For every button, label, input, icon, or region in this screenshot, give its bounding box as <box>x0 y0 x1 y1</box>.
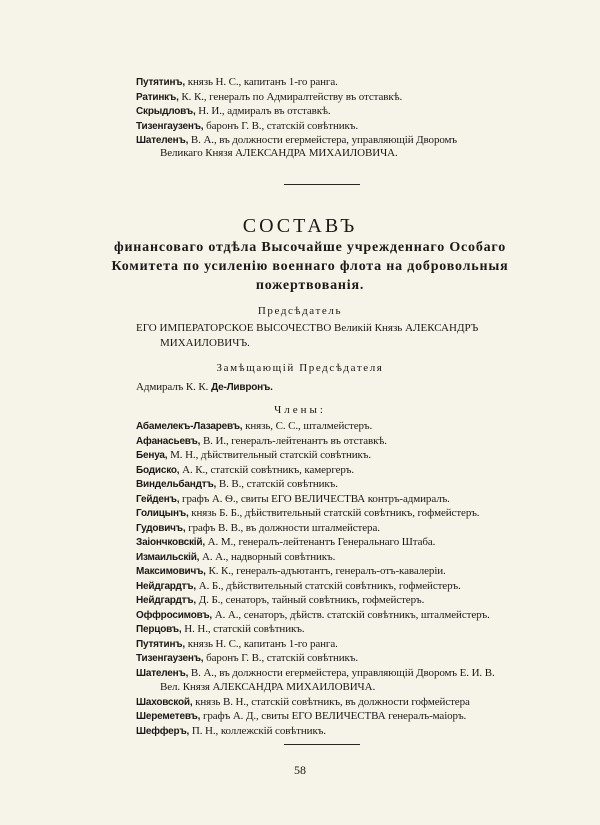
member-entry: Голицынъ, князь Б. Б., дѣйствительный статскій совѣтникъ, гофмейстеръ. <box>136 507 480 519</box>
member-entry: Нейдгардтъ, А. Б., дѣйствительный статскій совѣтникъ, гофмейстеръ. <box>136 580 461 592</box>
top-list-item-continuation: Великаго Князя АЛЕКСАНДРА МИХАИЛОВИЧА. <box>160 147 398 159</box>
member-entry: Измаильскій, А. А., надворный совѣтникъ. <box>136 551 336 563</box>
member-entry: Максимовичъ, К. К., генералъ-адъютантъ, генералъ-отъ-кавалеріи. <box>136 565 446 577</box>
member-entry: Шателенъ, В. А., въ должности егермейстера, управляющій Дворомъ Е. И. В. <box>136 667 495 679</box>
member-entry: Афанасьевъ, В. И., генералъ-лейтенантъ въ отставкѣ. <box>136 435 387 447</box>
member-entry: Гейденъ, графъ А. Ѳ., свиты ЕГО ВЕЛИЧЕСТВА контръ-адмиралъ. <box>136 493 450 505</box>
member-entry: Абамелекъ-Лазаревъ, князь, С. С., шталмейстеръ. <box>136 420 373 432</box>
member-entry: Виндельбандтъ, В. В., статскій совѣтникъ. <box>136 478 338 490</box>
top-list-item: Скрыдловъ, Н. И., адмиралъ въ отставкѣ. <box>136 105 331 117</box>
document-title: СОСТАВЪ <box>242 215 358 237</box>
member-entry: Перцовъ, Н. Н., статскій совѣтникъ. <box>136 623 305 635</box>
chairman-name-line2: МИХАИЛОВИЧЪ. <box>160 337 250 349</box>
member-entry: Заіончковскій, А. М., генералъ-лейтенантъ Генеральнаго Штаба. <box>136 536 436 548</box>
member-entry: Шефферъ, П. Н., коллежскій совѣтникъ. <box>136 725 326 737</box>
chairman-heading: Предсѣдатель <box>257 305 343 317</box>
members-heading: Члены: <box>274 404 326 416</box>
page-number: 58 <box>294 763 306 777</box>
deputy-heading: Замѣщающій Предсѣдателя <box>216 362 384 374</box>
top-list-item: Тизенгаузенъ, баронъ Г. В., статскій совѣтникъ. <box>136 120 359 132</box>
member-entry: Шаховской, князь В. Н., статскій совѣтникъ, въ должности гофмейстера <box>136 696 470 708</box>
top-list-item: Ратинкъ, К. К., генералъ по Адмиралтейству въ отставкѣ. <box>136 91 403 103</box>
member-entry: Гудовичъ, графъ В. В., въ должности шталмейстера. <box>136 522 380 534</box>
top-list-item: Путятинъ, князь Н. С., капитанъ 1-го ранга. <box>136 76 338 88</box>
member-entry: Бенуа, М. Н., дѣйствительный статскій совѣтникъ. <box>136 449 372 461</box>
member-entry-continuation: Вел. Князя АЛЕКСАНДРА МИХАИЛОВИЧА. <box>160 681 376 693</box>
member-entry: Бодиско, А. К., статскій совѣтникъ, камергеръ. <box>136 464 355 476</box>
member-entry: Путятинъ, князь Н. С., капитанъ 1-го ранга. <box>136 638 338 650</box>
member-entry: Шереметевъ, графъ А. Д., свиты ЕГО ВЕЛИЧЕСТВА генералъ-маіоръ. <box>136 710 467 722</box>
member-entry: Оффросимовъ, А. А., сенаторъ, дѣйств. статскій совѣтникъ, шталмейстеръ. <box>136 609 490 621</box>
document-subtitle: финансоваго отдѣла Высочайше учрежденнаго Особаго Комитета по усиленію военнаго флота на добровольныя пожертвованія. <box>111 240 509 293</box>
footer-divider <box>284 744 360 745</box>
member-entry: Нейдгардтъ, Д. Б., сенаторъ, тайный совѣтникъ, гофмейстеръ. <box>136 594 425 606</box>
section-divider <box>284 184 360 185</box>
deputy-entry: Адмиралъ К. К. Де-Ливронъ. <box>136 381 273 393</box>
chairman-name-line1: ЕГО ИМПЕРАТОРСКОЕ ВЫСОЧЕСТВО Великій Князь АЛЕКСАНДРЪ <box>136 322 479 334</box>
top-list-item: Шателенъ, В. А., въ должности егермейстера, управляющій Дворомъ <box>136 134 457 146</box>
member-entry: Тизенгаузенъ, баронъ Г. В., статскій совѣтникъ. <box>136 652 359 664</box>
